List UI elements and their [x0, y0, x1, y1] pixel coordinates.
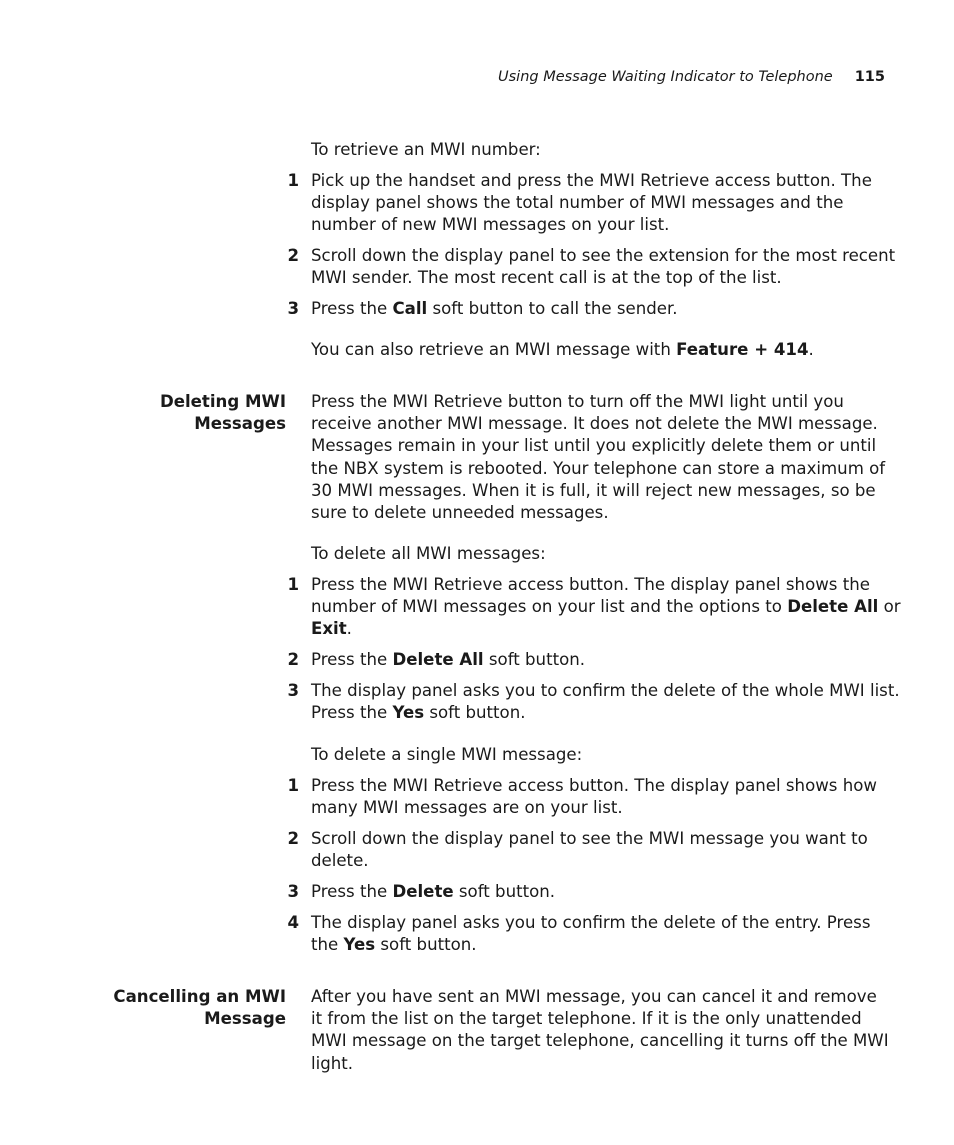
page-number: 115 [854, 69, 885, 85]
step-text: Scroll down the display panel to see the extension for the most recent MWI sender. The most recent call is at the top of the list. [311, 246, 896, 288]
step-number: 1 [287, 171, 299, 190]
retrieve-also-note: You can also retrieve an MWI message with Feature + 414. [311, 340, 814, 359]
delete-all-intro: To delete all MWI messages: [311, 544, 546, 563]
step-text: Press the MWI Retrieve access button. The display panel shows the number of MWI messages on your list and the options to Delete All or Exit. [311, 575, 901, 639]
running-header [400, 67, 885, 87]
step-number: 4 [287, 913, 299, 932]
feature-code: Feature + 414 [676, 340, 809, 359]
step-text: The display panel asks you to confirm the delete of the entry. Press the Yes soft button. [311, 913, 871, 955]
deleting-body: Press the MWI Retrieve button to turn off the MWI light until you receive another MWI message. It does not delete the MWI message. Messages remain in your list until you explicitly delete them or until the NBX system is rebooted. Your telephone can store a maximum of 30 MWI messages. When it is full, it will reject new messages, so be sure to delete unneeded messages. [311, 392, 886, 523]
call-soft-button-label: Call [392, 299, 428, 318]
step-number: 1 [287, 575, 299, 594]
step-number: 2 [287, 246, 299, 265]
running-header-title: Using Message Waiting Indicator to Telephone [498, 69, 833, 85]
section-heading-cancelling: Cancelling an MWI Message [113, 987, 286, 1029]
step-text: The display panel asks you to confirm the delete of the whole MWI list. Press the Yes soft button. [311, 681, 900, 723]
section-heading-deleting: Deleting MWI Messages [159, 392, 286, 434]
step-number: 2 [287, 829, 299, 848]
step-text: Scroll down the display panel to see the MWI message you want to delete. [311, 829, 868, 871]
retrieve-intro: To retrieve an MWI number: [311, 140, 541, 159]
delete-single-intro: To delete a single MWI message: [311, 745, 583, 764]
step-text: Press the Delete soft button. [311, 882, 556, 901]
step-number: 3 [287, 681, 299, 700]
step-number: 3 [287, 299, 299, 318]
step-number: 1 [287, 776, 299, 795]
step-text: Pick up the handset and press the MWI Retrieve access button. The display panel shows the total number of MWI messages and the number of new MWI messages on your list. [311, 171, 872, 235]
step-number: 3 [287, 882, 299, 901]
step-number: 2 [287, 650, 299, 669]
cancelling-body: After you have sent an MWI message, you can cancel it and remove it from the list on the target telephone. If it is the only unattended MWI message on the target telephone, cancelling it turns off the MWI light. [311, 987, 889, 1073]
step-text: Press the MWI Retrieve access button. The display panel shows how many MWI messages are on your list. [311, 776, 877, 818]
step-text: Press the Delete All soft button. [311, 650, 586, 669]
step-text: Press the Call soft button to call the sender. [311, 299, 678, 318]
